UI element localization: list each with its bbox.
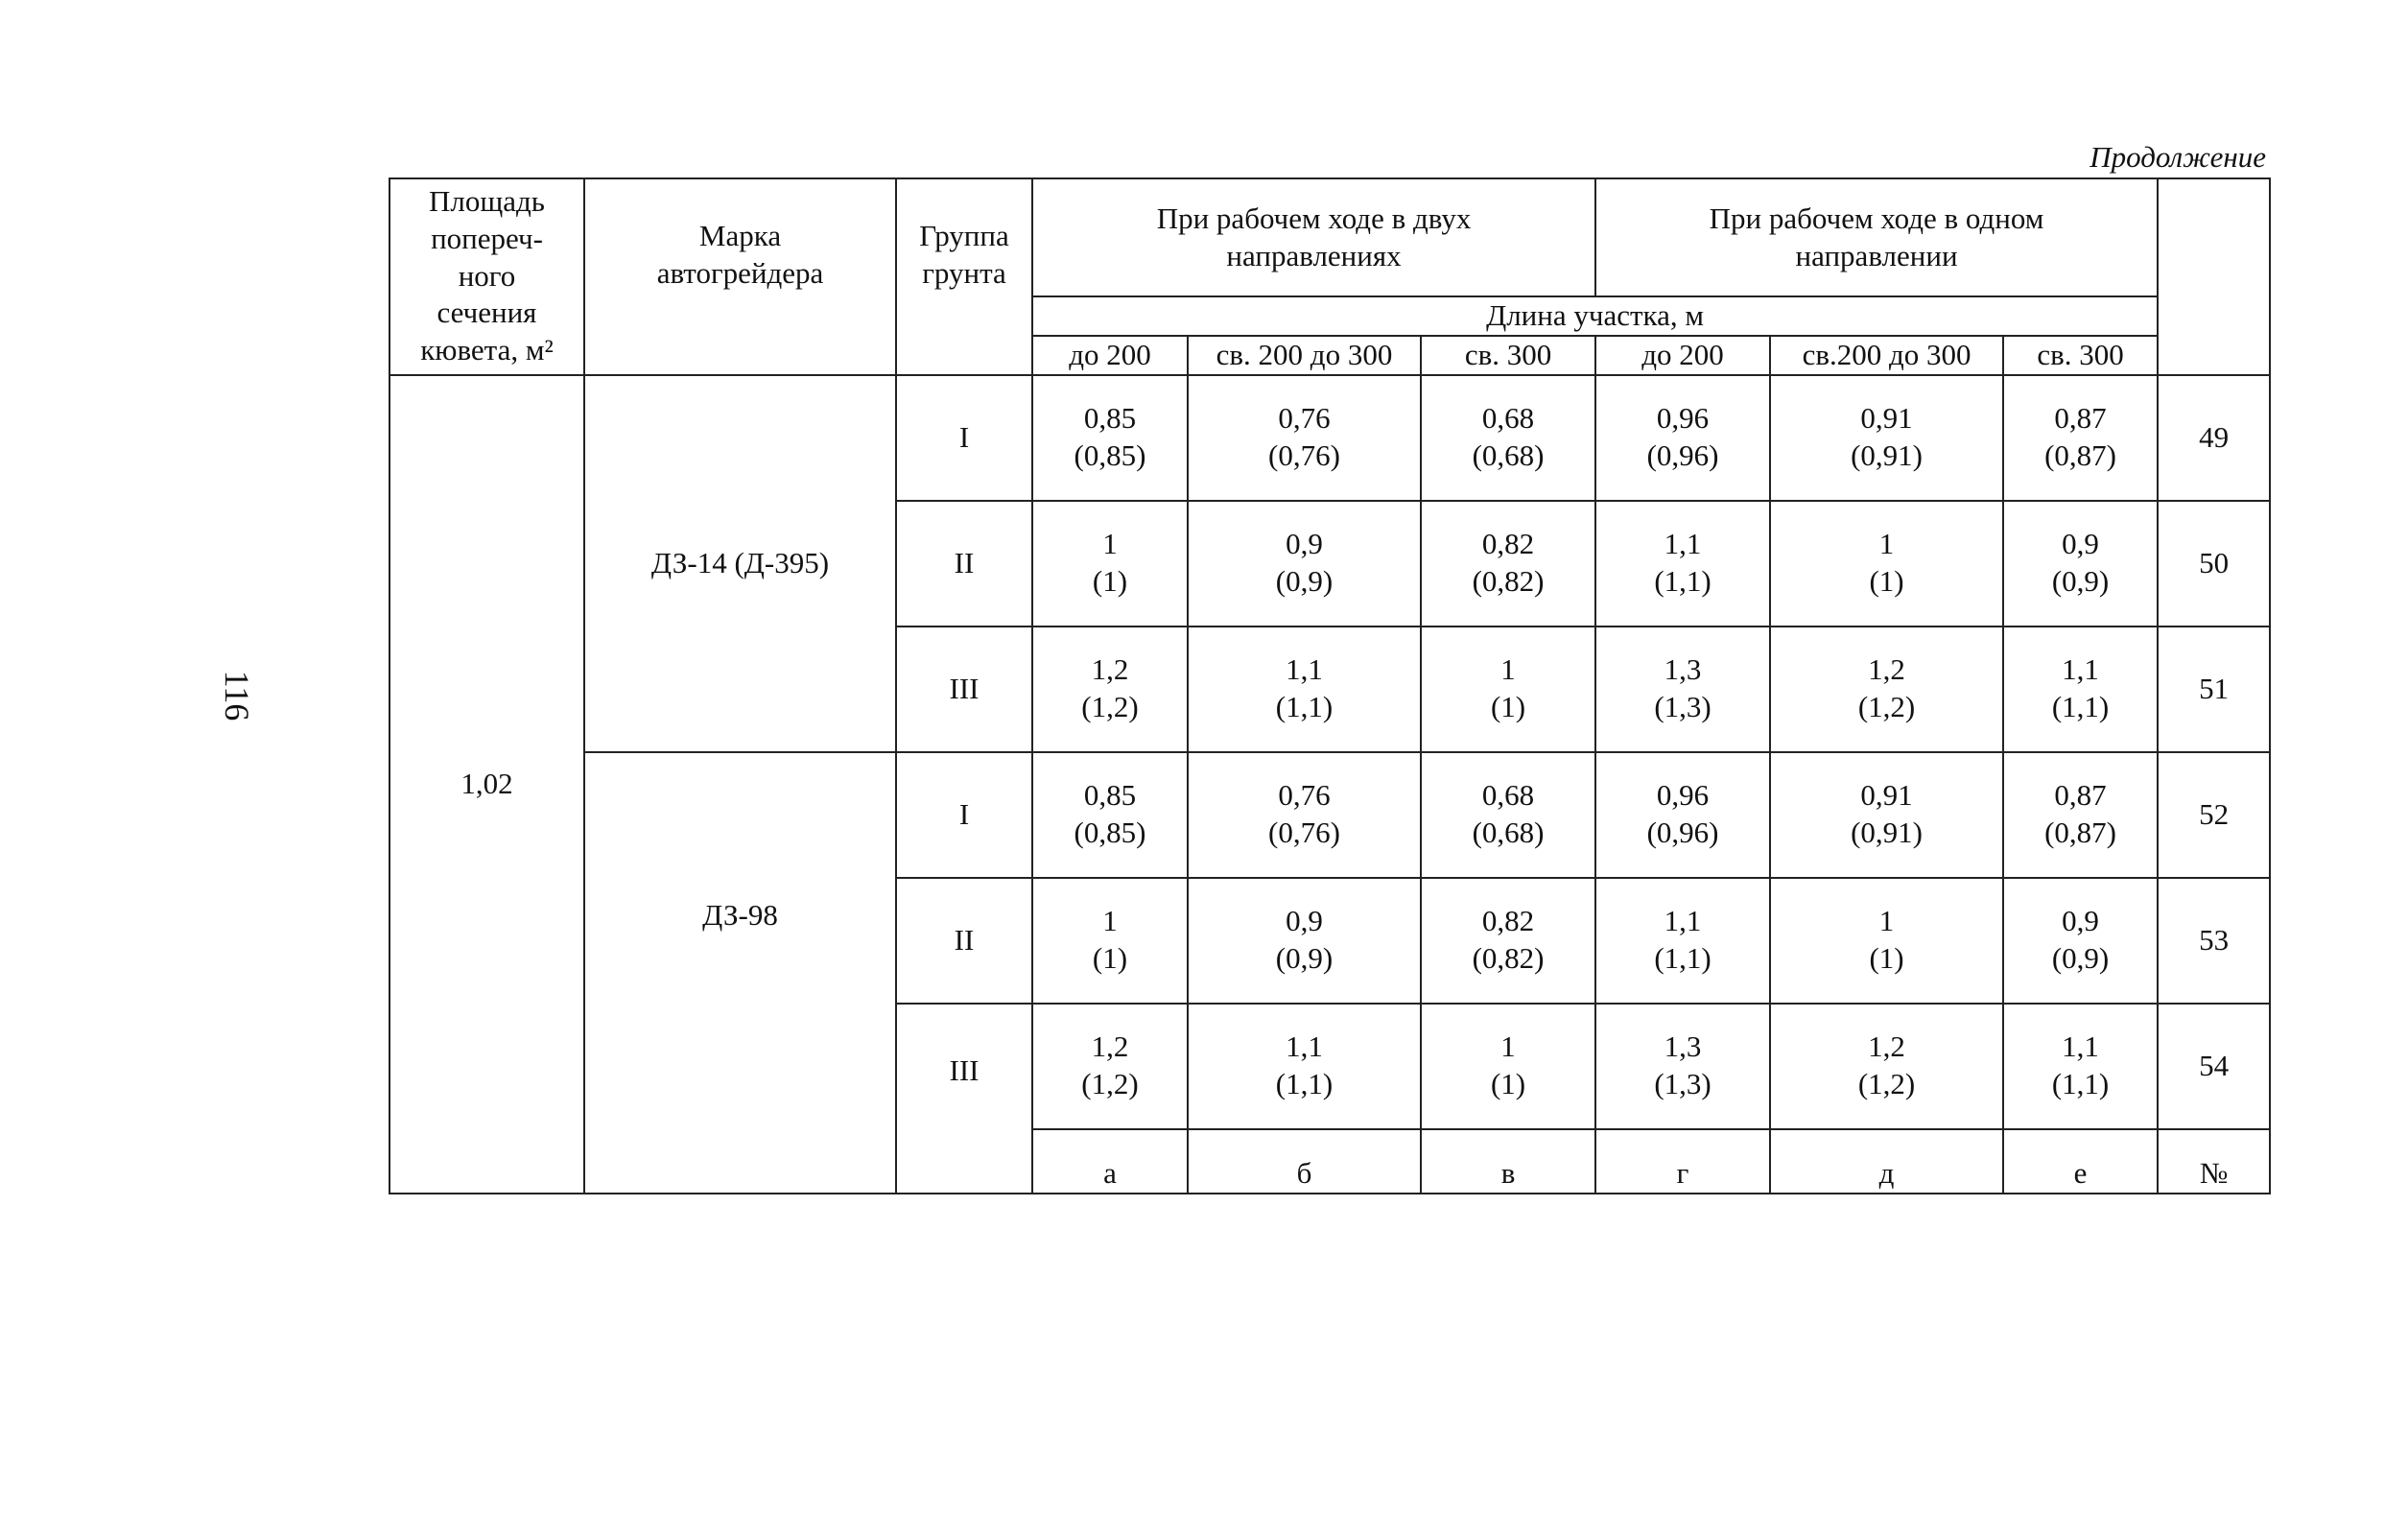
header-col-b: св. 200 до 300 [1188, 336, 1421, 375]
value-cell: 1,2 (1,2) [1770, 1004, 2003, 1129]
value-cell: 1,1 (1,1) [2003, 1004, 2158, 1129]
value-cell: 1,3 (1,3) [1595, 1004, 1770, 1129]
value-cell: 1,2 (1,2) [1032, 1004, 1188, 1129]
soil-group: II [896, 878, 1032, 1004]
value-cell: 0,85 (0,85) [1032, 752, 1188, 878]
value-cell: 0,87 (0,87) [2003, 752, 2158, 878]
row-number: 49 [2158, 375, 2270, 501]
footer-col-v: в [1421, 1129, 1595, 1194]
value-cell: 0,82 (0,82) [1421, 501, 1595, 627]
value-cell: 1,1 (1,1) [1595, 878, 1770, 1004]
table-row [390, 375, 2270, 501]
norms-table [389, 177, 2271, 1194]
value-cell: 0,82 (0,82) [1421, 878, 1595, 1004]
value-cell: 0,9 (0,9) [1188, 878, 1421, 1004]
value-cell: 0,9 (0,9) [1188, 501, 1421, 627]
table-row [390, 752, 2270, 878]
header-area: Площадь попереч- ного сечения кювета, м² [390, 178, 584, 375]
soil-group: I [896, 375, 1032, 501]
value-cell: 1 (1) [1421, 1004, 1595, 1129]
value-cell: 1 (1) [1032, 878, 1188, 1004]
soil-group: I [896, 752, 1032, 878]
value-cell: 0,91 (0,91) [1770, 375, 2003, 501]
value-cell: 0,96 (0,96) [1595, 375, 1770, 501]
footer-col-e: е [2003, 1129, 2158, 1194]
footer-col-g: г [1595, 1129, 1770, 1194]
header-col-a: до 200 [1032, 336, 1188, 375]
value-cell: 1,1 (1,1) [1188, 1004, 1421, 1129]
footer-col-b: б [1188, 1129, 1421, 1194]
row-number: 54 [2158, 1004, 2270, 1129]
row-number: 50 [2158, 501, 2270, 627]
row-number: 51 [2158, 627, 2270, 752]
value-cell: 0,68 (0,68) [1421, 752, 1595, 878]
value-cell: 1,3 (1,3) [1595, 627, 1770, 752]
value-cell: 0,91 (0,91) [1770, 752, 2003, 878]
continuation-label: Продолжение [2089, 140, 2266, 174]
value-cell: 0,68 (0,68) [1421, 375, 1595, 501]
footer-col-a: а [1032, 1129, 1188, 1194]
value-cell: 0,85 (0,85) [1032, 375, 1188, 501]
row-number: 53 [2158, 878, 2270, 1004]
value-cell: 0,76 (0,76) [1188, 375, 1421, 501]
soil-group: III [896, 1004, 1032, 1194]
value-cell: 0,96 (0,96) [1595, 752, 1770, 878]
header-col-g: до 200 [1595, 336, 1770, 375]
value-cell: 0,9 (0,9) [2003, 878, 2158, 1004]
value-cell: 0,87 (0,87) [2003, 375, 2158, 501]
value-cell: 1 (1) [1770, 878, 2003, 1004]
header-one-direction: При рабочем ходе в одном направлении [1595, 178, 2158, 296]
soil-group: III [896, 627, 1032, 752]
value-cell: 1,1 (1,1) [2003, 627, 2158, 752]
value-cell: 1 (1) [1421, 627, 1595, 752]
area-value: 1,02 [390, 375, 584, 1194]
header-brand: Марка автогрейдера [584, 178, 896, 375]
header-col-d: св.200 до 300 [1770, 336, 2003, 375]
footer-col-d: д [1770, 1129, 2003, 1194]
value-cell: 1,1 (1,1) [1595, 501, 1770, 627]
soil-group: II [896, 501, 1032, 627]
value-cell: 1,2 (1,2) [1032, 627, 1188, 752]
row-number: 52 [2158, 752, 2270, 878]
header-soil-group: Группа грунта [896, 178, 1032, 375]
footer-number-label: № [2158, 1129, 2270, 1194]
value-cell: 1,1 (1,1) [1188, 627, 1421, 752]
header-number-col [2158, 178, 2270, 375]
value-cell: 1,2 (1,2) [1770, 627, 2003, 752]
value-cell: 0,9 (0,9) [2003, 501, 2158, 627]
header-two-directions: При рабочем ходе в двух направлениях [1032, 178, 1595, 296]
header-length: Длина участка, м [1032, 296, 2158, 336]
page-number: 116 [218, 670, 256, 721]
brand-dz14: ДЗ-14 (Д-395) [584, 375, 896, 752]
value-cell: 1 (1) [1770, 501, 2003, 627]
header-col-v: св. 300 [1421, 336, 1595, 375]
brand-dz98: ДЗ-98 [584, 752, 896, 1194]
value-cell: 1 (1) [1032, 501, 1188, 627]
header-col-e: св. 300 [2003, 336, 2158, 375]
value-cell: 0,76 (0,76) [1188, 752, 1421, 878]
